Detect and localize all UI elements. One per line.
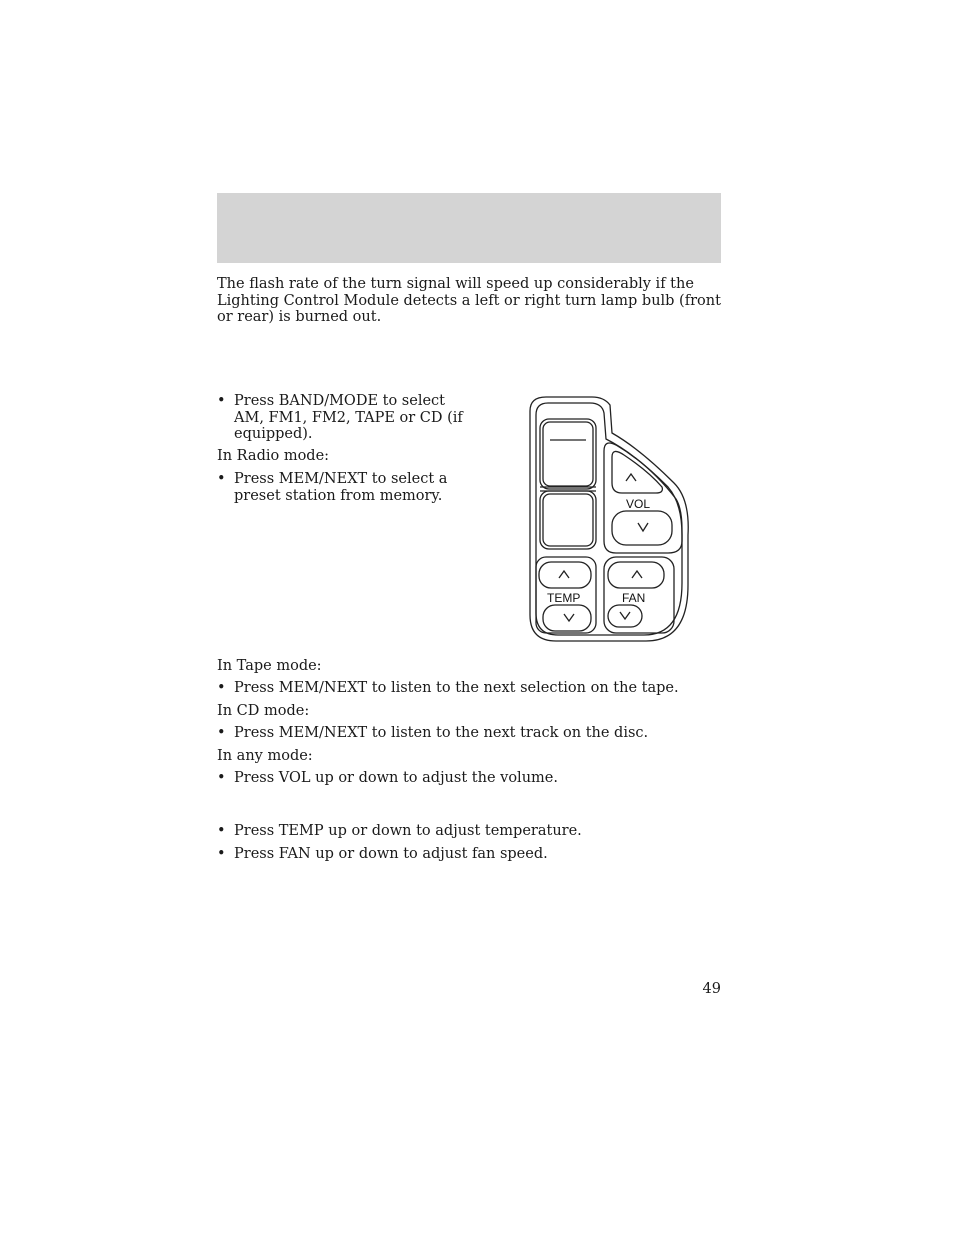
bullet-text: Press TEMP up or down to adjust temperature. (234, 823, 582, 839)
bullet-glyph: • (217, 823, 226, 839)
volume-down-button[interactable] (612, 511, 672, 545)
temp-down-chevron-icon (564, 614, 574, 621)
lower-left-button[interactable] (543, 494, 593, 546)
bullet-glyph: • (217, 680, 226, 696)
cd-mode-bullet (217, 725, 721, 742)
bullet-glyph: • (217, 393, 226, 409)
vol-label: VOL (626, 497, 651, 511)
steering-wheel-controls-figure (528, 395, 692, 649)
temp-up-button[interactable] (539, 562, 591, 588)
temp-label: TEMP (547, 591, 581, 605)
cd-mode-label: In CD mode: (217, 703, 310, 719)
bullet-glyph: • (217, 471, 226, 487)
upper-left-button-outline (540, 419, 596, 489)
section-header-band (217, 193, 721, 263)
fan-bullet (217, 846, 721, 863)
tape-mode-bullet (217, 680, 721, 697)
page-number: 49 (702, 981, 721, 997)
volume-down-chevron-icon (638, 523, 648, 531)
band-mode-bullet (217, 393, 479, 443)
radio-mode-bullet (217, 471, 457, 504)
fan-up-button[interactable] (608, 562, 664, 588)
bullet-text: Press FAN up or down to adjust fan speed. (234, 846, 548, 862)
volume-up-chevron-icon (626, 474, 636, 481)
temp-up-chevron-icon (559, 571, 569, 578)
bullet-text: Press VOL up or down to adjust the volume. (234, 770, 558, 786)
bullet-text: Press MEM/NEXT to listen to the next track on the disc. (234, 725, 649, 741)
bullet-glyph: • (217, 725, 226, 741)
bullet-glyph: • (217, 846, 226, 862)
tape-mode-label: In Tape mode: (217, 658, 322, 674)
fan-up-chevron-icon (632, 571, 642, 578)
intro-paragraph: The flash rate of the turn signal will speed up considerably if the Lighting Control Module detects a left or right turn lamp bulb (front or rear) is burned out. (217, 276, 721, 326)
fan-down-chevron-icon (620, 612, 630, 619)
volume-up-button[interactable] (612, 451, 662, 493)
bullet-glyph: • (217, 770, 226, 786)
bullet-text: Press MEM/NEXT to listen to the next selection on the tape. (234, 680, 679, 696)
lower-left-button-outline (540, 491, 596, 549)
any-mode-bullet (217, 770, 721, 787)
steering-wheel-controls-svg (528, 395, 692, 645)
bullet-text: Press BAND/MODE to select AM, FM1, FM2, TAPE or CD (if equipped). (234, 393, 463, 442)
fan-down-button[interactable] (608, 605, 642, 627)
fan-label: FAN (622, 591, 646, 605)
radio-mode-label: In Radio mode: (217, 448, 330, 464)
temp-bullet (217, 823, 721, 840)
any-mode-label: In any mode: (217, 748, 313, 764)
bullet-text: Press MEM/NEXT to select a preset station from memory. (234, 471, 448, 504)
upper-left-button[interactable] (543, 422, 593, 486)
